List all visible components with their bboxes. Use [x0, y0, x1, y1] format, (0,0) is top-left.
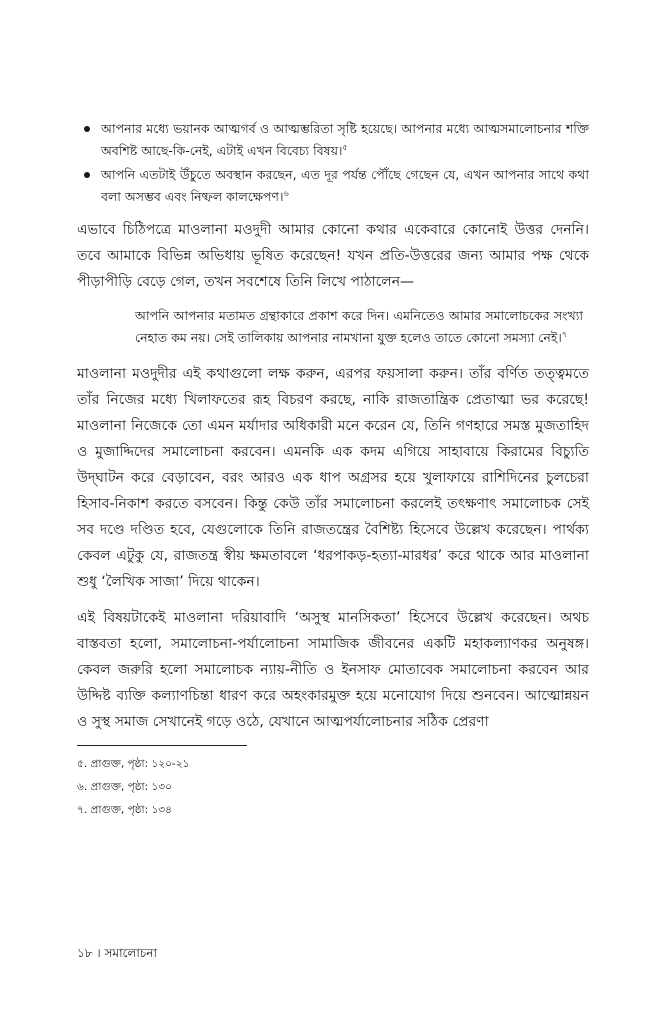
footnote-divider: [77, 745, 247, 746]
bullet-text: আপনার মধ্যে ভয়ানক আত্মগর্ব ও আত্মম্ভরিতা সৃষ্টি হয়েছে। আপনার মধ্যে আত্মসমালোচনার শক্তি অবশিষ্ট আছে-কি-নেই, এটাই এখন বিবেচ্য বিষয়।: [101, 121, 589, 158]
footnote-ref[interactable]: ৭: [561, 329, 568, 339]
bullet-item: [77, 164, 589, 208]
block-quote: [77, 305, 589, 349]
bullet-dot-icon: [84, 126, 90, 132]
quote-text: আপনি আপনার মতামত গ্রন্থাকারে প্রকাশ করে দিন। এমনিতেও আমার সমালোচকের সংখ্যা নেহাত কম নয়। সেই তালিকায় আপনার নামখানা যুক্ত হলেও তাতে কোনো সমস্যা নেই।: [135, 308, 583, 345]
footnote-ref[interactable]: ৬: [283, 188, 289, 198]
paragraph-2: মাওলানা মওদুদীর এই কথাগুলো লক্ষ করুন, এরপর ফয়সালা করুন। তাঁর বর্ণিত তত্ত্বমতে তাঁর নিজের মধ্যে খিলাফতের রূহ বিচরণ করছে, নাকি রাজতান্ত্রিক প্রেতাত্মা ভর করেছে! মাওলানা নিজেকে তো এমন মর্যাদার অধিকারী মনে করেন যে, তিনি গণহারে সমস্ত মুজতাহিদ ও মুজাদ্দিদের সমালোচনা করবেন। এমনকি এক কদম এগিয়ে সাহাবায়ে কিরামের বিচ্যুতি উদ্‌ঘাটন করে বেড়াবেন, বরং আরও এক ধাপ অগ্রসর হয়ে খুলাফায়ে রাশিদিনের চুলচেরা হিসাব-নিকাশ করতে বসবেন। কিন্তু কেউ তাঁর সমালোচনা করলেই তৎক্ষণাৎ সমালোচক সেই সব দণ্ডে দণ্ডিত হবে, যেগুলোকে তিনি রাজতন্ত্রের বৈশিষ্ট্য হিসেবে উল্লেখ করেছেন। পার্থক্য কেবল এটুকু যে, রাজতন্ত্র স্বীয় ক্ষমতাবলে ‘ধরপাকড়-হত্যা-মারধর’ করে থাকে আর মাওলানা শুধু ‘লৈখিক সাজা’ দিয়ে থাকেন।: [77, 366, 589, 590]
footnote-item: ৬. প্রাগুক্ত, পৃষ্ঠা: ১৩০: [77, 781, 172, 793]
footnote-item: ৭. প্রাগুক্ত, পৃষ্ঠা: ১৩৪: [77, 804, 172, 816]
bullet-text: আপনি এতটাই উঁচুতে অবস্থান করছেন, এত দূর পর্যন্ত পৌঁছে গেছেন যে, এখন আপনার সাথে কথা বলা অসম্ভব এবং নিষ্ফল কালক্ষেপণ।: [101, 167, 589, 204]
page-body: [77, 118, 589, 823]
bullet-item: [77, 118, 589, 162]
footnote-item: ৫. প্রাগুক্ত, পৃষ্ঠা: ১২০-২১: [77, 758, 190, 770]
footnote-ref[interactable]: ৫: [342, 142, 348, 152]
paragraph-1: এভাবে চিঠিপত্রে মাওলানা মওদুদী আমার কোনো কথার একেবারে কোনোই উত্তর দেননি। তবে আমাকে বিভিন্ন অভিধায় ভূষিত করেছেন! যখন প্রতি-উত্তরের জন্য আমার পক্ষ থেকে পীড়াপীড়ি বেড়ে গেল, তখন সবশেষে তিনি লিখে পাঠালেন—: [77, 222, 589, 290]
bullet-dot-icon: [84, 172, 90, 178]
paragraph-3: এই বিষয়টাকেই মাওলানা দরিয়াবাদি ‘অসুস্থ মানসিকতা’ হিসেবে উল্লেখ করেছেন। অথচ বাস্তবতা হলো, সমালোচনা-পর্যালোচনা সামাজিক জীবনের একটি মহাকল্যাণকর অনুষঙ্গ। কেবল জরুরি হলো সমালোচক ন্যায়-নীতি ও ইনসাফ মোতাবেক সমালোচনা করবেন আর উদ্দিষ্ট ব্যক্তি কল্যাণচিন্তা ধারণ করে অহংকারমুক্ত হয়ে মনোযোগ দিয়ে শুনবেন। আত্মোন্নয়ন ও সুস্থ সমাজ সেখানেই গড়ে ওঠে, যেখানে আত্মপর্যালোচনার সঠিক প্রেরণা: [77, 610, 589, 730]
page-folio: ১৮ । সমালোচনা: [77, 946, 157, 960]
bullet-list: [77, 118, 589, 208]
